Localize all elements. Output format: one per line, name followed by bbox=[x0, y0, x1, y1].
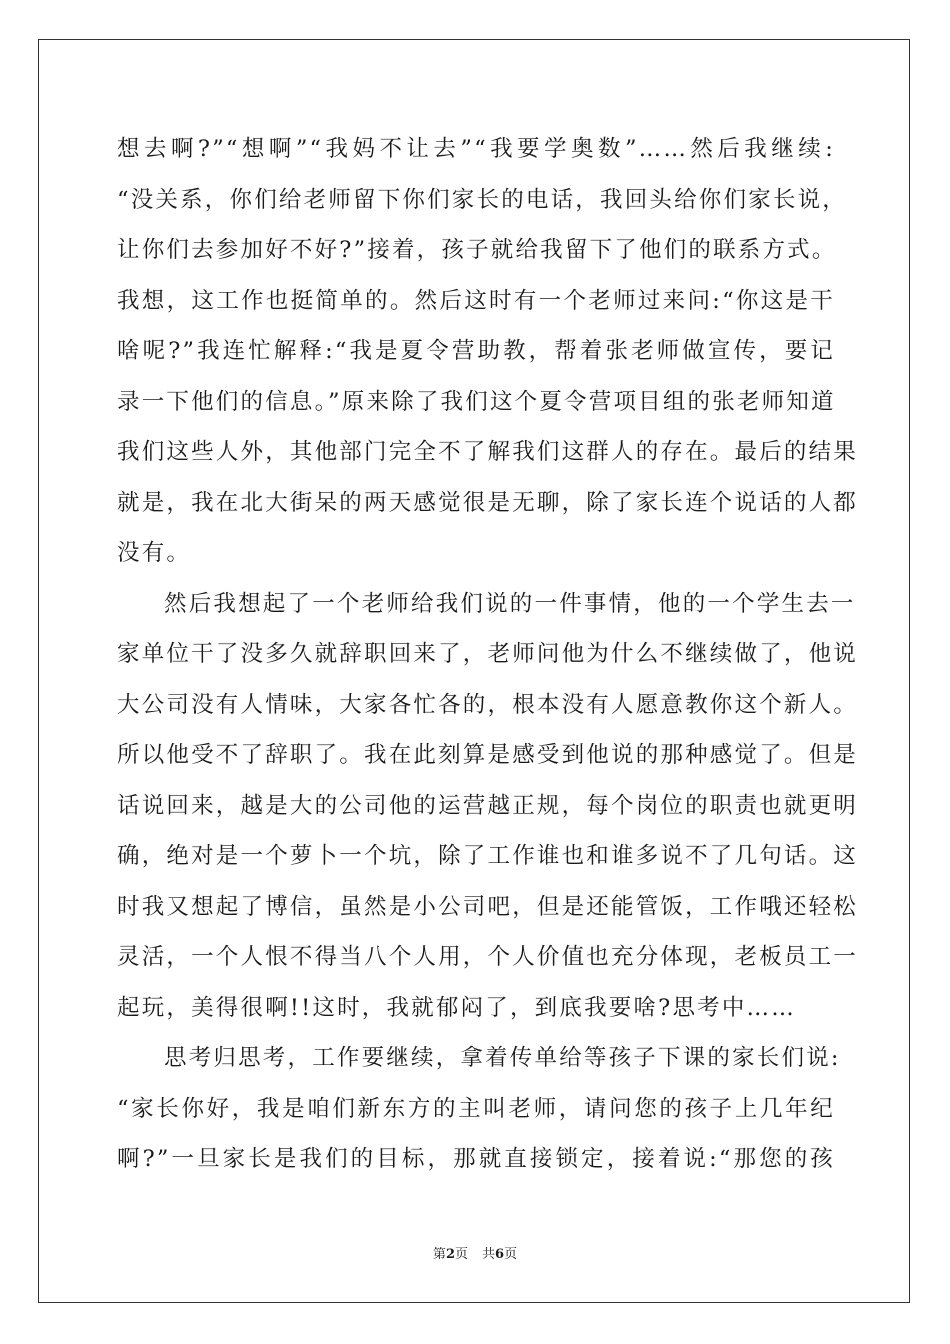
document-body bbox=[117, 124, 859, 1185]
text-line: 思考归思考，工作要继续，拿着传单给等孩子下课的家长们说: bbox=[164, 1045, 841, 1071]
text-line: 我想，这工作也挺简单的。然后这时有一个老师过来问:“你这是干 bbox=[117, 287, 835, 314]
text-line: 灵活，一个人恨不得当八个人用，个人价值也充分体现，老板员工一 bbox=[117, 944, 859, 970]
text-line: 让你们去参加好不好?”接着，孩子就给我留下了他们的联系方式。 bbox=[117, 237, 837, 263]
footer-page-prefix: 第 bbox=[432, 1247, 446, 1262]
text-line: “家长你好，我是咱们新东方的主叫老师，请问您的孩子上几年纪 bbox=[117, 1095, 835, 1122]
footer-total-number: 6 bbox=[495, 1247, 505, 1262]
text-line: 话说回来，越是大的公司他的运营越正规，每个岗位的职责也就更明 bbox=[117, 792, 859, 819]
text-line: 我们这些人外，其他部门完全不了解我们这群人的存在。最后的结果 bbox=[117, 439, 859, 465]
text-line: 家单位干了没多久就辞职回来了，老师问他为什么不继续做了，他说 bbox=[117, 641, 859, 667]
footer-page-number: 2 bbox=[445, 1247, 455, 1262]
footer-total-suffix: 页 bbox=[504, 1247, 518, 1262]
text-line: 确，绝对是一个萝卜一个坑，除了工作谁也和谁多说不了几句话。这 bbox=[117, 843, 859, 869]
text-line: 啥呢?”我连忙解释:“我是夏令营助教，帮着张老师做宣传，要记 bbox=[117, 338, 835, 364]
text-line: 起玩，美得很啊!!这时，我就郁闷了，到底我要啥?思考中…… bbox=[117, 994, 796, 1021]
text-line: 没有。 bbox=[117, 540, 192, 566]
text-line: 所以他受不了辞职了。我在此刻算是感受到他说的那种感觉了。但是 bbox=[117, 742, 859, 768]
text-line: “没关系，你们给老师留下你们家长的电话，我回头给你们家长说， bbox=[117, 186, 848, 213]
footer-page-suffix: 页 bbox=[454, 1247, 468, 1262]
text-line: 想去啊?”“想啊”“我妈不让去”“我要学奥数”……然后我继续: bbox=[117, 136, 835, 162]
text-line: 就是，我在北大街呆的两天感觉很是无聊，除了家长连个说话的人都 bbox=[117, 489, 859, 516]
text-line: 啊?”一旦家长是我们的目标，那就直接锁定，接着说:“那您的孩 bbox=[117, 1146, 835, 1172]
text-line: 大公司没有人情味，大家各忙各的，根本没有人愿意教你这个新人。 bbox=[117, 691, 859, 718]
footer-total-prefix: 共 bbox=[482, 1247, 496, 1262]
text-line: 然后我想起了一个老师给我们说的一件事情，他的一个学生去一 bbox=[164, 590, 856, 617]
text-line: 时我又想起了博信，虽然是小公司吧，但是还能管饭，工作哦还轻松 bbox=[117, 893, 859, 920]
page-footer bbox=[0, 1243, 950, 1262]
text-line: 录一下他们的信息。”原来除了我们这个夏令营项目组的张老师知道 bbox=[117, 388, 836, 415]
